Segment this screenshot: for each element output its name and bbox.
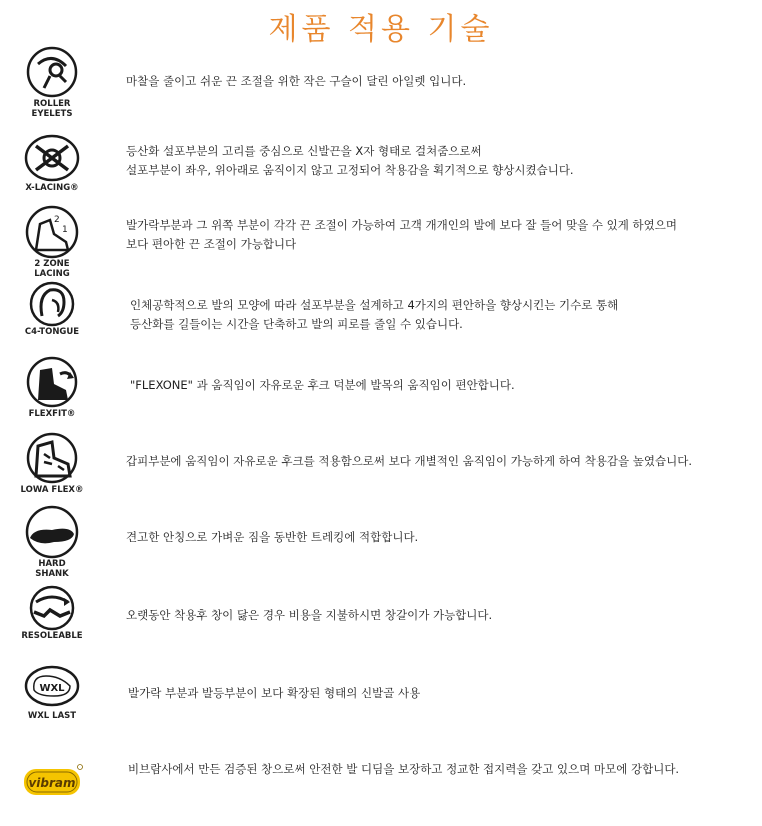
- feature-description: [128, 684, 420, 703]
- feature-row-x-lacing: [0, 130, 762, 202]
- feature-caption: FLEXFIT®: [28, 409, 76, 419]
- feature-description: [130, 296, 618, 334]
- description-line: 보다 편아한 끈 조절이 가능합니다: [126, 237, 297, 251]
- svg-text:2: 2: [54, 215, 60, 225]
- feature-caption: EYELETS: [31, 109, 73, 119]
- feature-description: [130, 376, 515, 395]
- description-line: 등산화 설포부분의 고리를 중심으로 신발끈을 X자 형태로 걸쳐줌으로써: [126, 144, 482, 158]
- description-line: 설포부분이 좌우, 위아래로 움직이지 않고 고정되어 착용감을 획기적으로 향상시켰습니다.: [126, 163, 574, 177]
- feature-description: [126, 142, 574, 180]
- feature-row-c4-tongue: [0, 282, 762, 342]
- vibram-logo: [14, 746, 90, 796]
- feature-caption: ROLLER: [33, 99, 71, 109]
- feature-caption: HARD: [38, 559, 66, 569]
- feature-caption: SHANK: [35, 569, 69, 579]
- feature-description: [126, 528, 418, 547]
- c4-tongue-icon: [14, 282, 90, 358]
- feature-row-roller-eyelets: [0, 42, 762, 124]
- flexfit-icon: [14, 356, 90, 432]
- description-line: 오랫동안 착용후 창이 닳은 경우 비용을 지불하시면 창갈이가 가능합니다.: [126, 608, 493, 622]
- page-title: 제품 적용 기술: [268, 12, 494, 47]
- description-line: 발가락 부분과 발등부분이 보다 확장된 형태의 신발골 사용: [128, 686, 421, 700]
- feature-row-vibram: [0, 746, 762, 796]
- feature-description: [126, 606, 492, 625]
- feature-description: [128, 760, 679, 779]
- resoleable-icon: [14, 586, 90, 662]
- feature-row-hard-shank: [0, 506, 762, 582]
- two-zone-lacing-icon: [14, 204, 90, 280]
- svg-text:1: 1: [62, 225, 68, 235]
- feature-row-wxl-last: [0, 664, 762, 724]
- x-lacing-icon: [14, 132, 90, 208]
- vibram-logo-text: vibram: [28, 776, 76, 790]
- feature-caption: 2 ZONE: [34, 259, 70, 269]
- description-line: 견고한 안칭으로 가벼운 짐을 동반한 트레킹에 적합합니다.: [126, 530, 419, 544]
- feature-row-lowa-flex: [0, 432, 762, 498]
- feature-caption: X-LACING®: [25, 183, 79, 193]
- description-line: 인체공학적으로 발의 모양에 따라 설포부분을 설계하고 4가지의 편안하을 향상시킨는 기수로 통해: [130, 298, 619, 312]
- description-line: 마찰을 줄이고 쉬운 끈 조절을 위한 작은 구슬이 달린 아일렛 입니다.: [126, 74, 467, 88]
- hard-shank-icon: [14, 506, 90, 582]
- feature-row-flexfit: [0, 356, 762, 422]
- lowa-flex-icon: [14, 432, 90, 508]
- feature-caption: C4-TONGUE: [24, 327, 80, 337]
- feature-row-2-zone-lacing: [0, 204, 762, 280]
- description-line: 등산화를 길들이는 시간을 단축하고 발의 피로를 줄일 수 있습니다.: [130, 317, 463, 331]
- wxl-badge-text: WXL: [39, 683, 65, 694]
- feature-description: [126, 72, 466, 91]
- description-line: "FLEXONE" 과 움직임이 자유로운 후크 덕분에 발목의 움직임이 편안합니다.: [130, 378, 515, 392]
- roller-eyelets-icon: [14, 42, 90, 118]
- feature-description: [126, 216, 677, 254]
- feature-caption: WXL LAST: [27, 711, 77, 721]
- description-line: 발가락부분과 그 위쪽 부분이 각각 끈 조절이 가능하여 고객 개개인의 발에 보다 잘 들어 맞을 수 있게 하였으며: [126, 218, 677, 232]
- feature-caption: LOWA FLEX®: [20, 485, 84, 495]
- feature-row-resoleable: [0, 586, 762, 646]
- feature-description: [126, 452, 692, 471]
- description-line: 비브람사에서 만든 검증된 창으로써 안전한 발 디딤을 보장하고 정교한 접지력을 갖고 있으며 마모에 강합니다.: [128, 762, 680, 776]
- description-line: 갑피부분에 움직임이 자유로운 후크를 적용함으로써 보다 개별적인 움직임이 가능하게 하여 착용감을 높였습니다.: [126, 454, 692, 468]
- wxl-last-icon: [14, 664, 90, 740]
- feature-caption: RESOLEABLE: [21, 631, 83, 641]
- feature-caption: LACING: [34, 269, 70, 279]
